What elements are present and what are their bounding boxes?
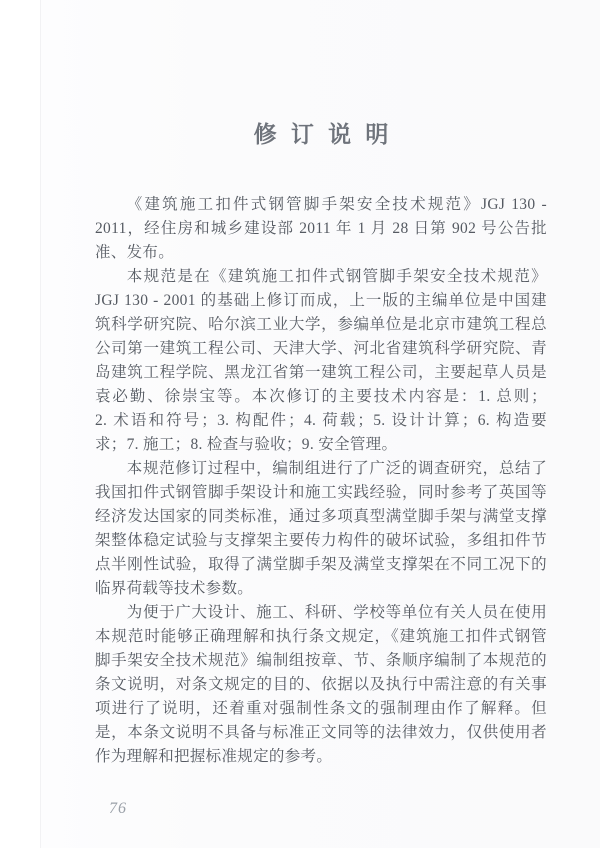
text-line: 《建筑施工扣件式钢管脚手架安全技术规范》JGJ 130 -: [126, 196, 547, 213]
text-line: 条文说明，对条文规定的目的、依据以及执行中需注意的有关事: [95, 676, 547, 693]
text-line: 公司第一建筑工程公司、天津大学、河北省建筑科学研究院、青: [95, 340, 547, 357]
text-line: 岛建筑工程学院、黑龙江省第一建筑工程公司，主要起草人员是: [95, 364, 547, 381]
text-line: JGJ 130 - 2001 的基础上修订而成，上一版的主编单位是中国建: [95, 292, 547, 309]
text-line: 本规范时能够正确理解和执行条文规定，《建筑施工扣件式钢管: [95, 628, 547, 645]
text-line: 为便于广大设计、施工、科研、学校等单位有关人员在使用: [126, 604, 547, 621]
text-line: 2011，经住房和城乡建设部 2011 年 1 月 28 日第 902 号公告批: [95, 220, 547, 237]
text-block: [95, 193, 547, 769]
text-line: 筑科学研究院、哈尔滨工业大学，参编单位是北京市建筑工程总: [95, 316, 547, 333]
text-line: 项进行了说明，还着重对强制性条文的强制理由作了解释。但: [95, 700, 547, 717]
text-line: 作为理解和把握标准规定的参考。: [95, 748, 333, 765]
text-line: 本规范修订过程中，编制组进行了广泛的调查研究，总结了: [126, 460, 547, 477]
text-line: 临界荷载等技术参数。: [95, 580, 254, 597]
page-sheet: [40, 0, 600, 848]
text-line: 本规范是在《建筑施工扣件式钢管脚手架安全技术规范》: [126, 268, 547, 285]
text-line: 我国扣件式钢管脚手架设计和施工实践经验，同时参考了英国等: [95, 484, 547, 501]
page-number: 76: [109, 800, 127, 817]
text-line: 经济发达国家的同类标准，通过多项真型满堂脚手架与满堂支撑: [95, 508, 547, 525]
text-line: 准、发布。: [95, 244, 175, 261]
text-line: 袁必勤、徐崇宝等。本次修订的主要技术内容是：1. 总则；: [95, 388, 547, 405]
text-line: 架整体稳定试验与支撑架主要传力构件的破坏试验，多组扣件节: [95, 532, 547, 549]
text-line: 2. 术语和符号；3. 构配件；4. 荷载；5. 设计计算；6. 构造要: [95, 412, 547, 429]
page-title: 修订说明: [253, 122, 403, 147]
text-line: 点半刚性试验，取得了满堂脚手架及满堂支撑架在不同工况下的: [95, 556, 547, 573]
text-line: 脚手架安全技术规范》编制组按章、节、条顺序编制了本规范的: [95, 652, 547, 669]
text-line: 是，本条文说明不具备与标准正文同等的法律效力，仅供使用者: [95, 724, 547, 741]
text-line: 求；7. 施工；8. 检查与验收；9. 安全管理。: [95, 436, 398, 453]
